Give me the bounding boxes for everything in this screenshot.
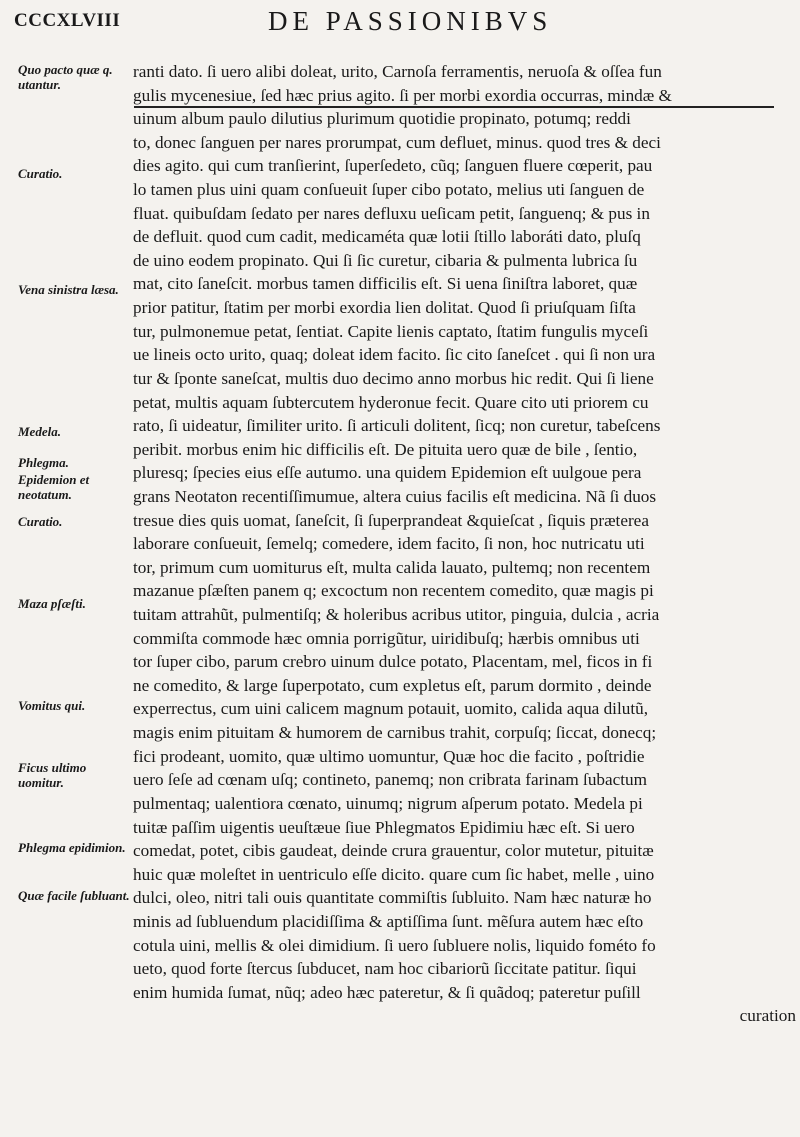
text-line: tur & ſponte saneſcat, multis duo decimo anno morbus hic redit. Qui ſi liene (133, 368, 654, 388)
text-line: dies agito. qui cum tranſierint, ſuperſedeto, cũq; ſanguen fluere cœperit, pau (133, 156, 653, 176)
margin-note: Vena sinistra læsa. (18, 282, 119, 297)
text-line: fici prodeant, uomito, quæ ultimo uomuntur, Quæ hoc die facito , poſtridie (133, 746, 645, 766)
text-line: gulis mycenesiue, ſed hæc prius agito. ſi per morbi exordia occurras, mindæ & (133, 85, 672, 105)
text-line: tor ſuper cibo, parum crebro uinum dulce potato, Placentam, mel, ficos in fi (133, 652, 653, 672)
text-line: tur, pulmonemue petat, ſentiat. Capite lienis captato, ſtatim fungulis myceſi (133, 321, 649, 341)
running-head: DE PASSIONIBVS (268, 6, 553, 36)
text-line: ranti dato. ſi uero alibi doleat, urito, Carnoſa ferramentis, neruoſa & oſſea fun (133, 62, 662, 81)
text-line: ne comedito, & large ſuperpotato, cum expletus eſt, parum dormito , deinde (133, 675, 652, 695)
text-line: experrectus, cum uini calicem magnum potauit, uomito, calida aqua dilutũ, (133, 699, 648, 719)
text-line: de uino eodem propinato. Qui ſi ſic curetur, cibaria & pulmenta lubrica ſu (133, 250, 638, 270)
margin-note: Quo pacto quæ q. utantur. (18, 62, 113, 92)
text-line: grans Neotaton recentiſſimumue, altera cuius facilis eſt medicina. Nã ſi duos (133, 486, 657, 506)
text-line: cotula uini, mellis & olei dimidium. ſi uero ſubluere nolis, liquido fométo fo (133, 935, 656, 955)
text-line: uero ſeſe ad cœnam uſq; contineto, panemq; non cribrata farinam ſubactum (133, 770, 648, 790)
margin-note: Phlegma epidimion. (18, 840, 126, 855)
margin-note: Curatio. (18, 166, 63, 181)
text-line: pluresq; ſpecies eius eſſe autumo. una quidem Epidemion eſt uulgoue pera (133, 463, 642, 483)
margin-note: Medela. (18, 424, 61, 439)
text-line: tor, primum cum uomiturus eſt, multa calida lauato, pultemq; non recentem (133, 557, 651, 577)
text-line: ueto, quod forte ſtercus ſubducet, nam hoc cibariorũ ſiccitate patitur. ſiqui (133, 959, 637, 979)
text-line: laborare conſueuit, ſemelq; comedere, idem facito, ſi non, hoc nutricatu uti (133, 534, 645, 554)
text-line: peribit. morbus enim hic difficilis eſt. De pituita uero quæ de bile , ſentio, (133, 439, 638, 459)
text-line: uinum album paulo dilutius plurimum quotidie propinato, potumq; reddi (133, 109, 631, 129)
text-line: minis ad ſubluendum placidiſſima & aptiſſima ſunt. mẽſura autem hæc eſto (133, 911, 644, 931)
body-text (133, 60, 800, 1028)
margin-note: Phlegma. (18, 455, 69, 470)
text-line: to, donec ſanguen per nares prorumpat, cum defluet, minus. quod tres & deci (133, 132, 661, 152)
margin-note: Quæ facile ſubluant. (18, 888, 130, 903)
text-line: ue lineis octo urito, quaq; doleat idem facito. ſic cito ſaneſcet . qui ſi non ura (133, 345, 656, 365)
text-line: tresue dies quis uomat, ſaneſcit, ſi ſuperprandeat &quieſcat , ſiquis præterea (133, 510, 649, 530)
text-line: lo tamen plus uini quam conſueuit ſuper cibo potato, melius uti ſanguen de (133, 180, 645, 200)
text-line: huic quæ moleſtet in uentriculo eſſe dicito. quare cum ſic habet, melle , uino (133, 864, 655, 884)
text-line: curation (739, 1006, 796, 1026)
text-line: rato, ſi uideatur, ſimiliter urito. ſi articuli dolitent, ſicq; non curetur, tabeſcens (133, 416, 661, 436)
text-line: tuitæ paſſim uigentis ueuſtæue ſiue Phlegmatos Epidimiu hæc eſt. Si uero (133, 817, 635, 837)
text-line: prior patitur, ſtatim per morbi exordia lien dolitat. Quod ſi priuſquam ſiſta (133, 298, 636, 318)
text-line: tuitam attrahũt, pulmentiſq; & holeribus acribus utitor, pinguia, dulcia , acria (133, 605, 660, 625)
margin-note: Maza pſæſti. (18, 596, 86, 611)
text-line: petat, multis aquam ſubtercutem hyderonue fecit. Quare cito uti priorem cu (133, 392, 649, 412)
text-line: enim humida ſumat, nũq; adeo hæc pateretur, & ſi quãdoq; pateretur puſill (133, 982, 641, 1002)
margin-note: Vomitus qui. (18, 698, 86, 713)
text-line: comedat, potet, cibis gaudeat, deinde crura grauentur, color mutetur, pituitæ (133, 841, 654, 861)
text-line: fluat. quibuſdam ſedato per nares defluxu ueſicam petit, ſanguenq; & pus in (133, 203, 650, 223)
text-line: de defluit. quod cum cadit, medicaméta quæ lotii ſtillo laboráti dato, pluſq (133, 227, 641, 247)
text-line: dulci, oleo, nitri tali ouis quantitate commiſtis ſubluito. Nam hæc naturæ ho (133, 888, 652, 908)
text-line: mat, cito ſaneſcit. morbus tamen difficilis eſt. Si uena ſiniſtra laboret, quæ (133, 274, 638, 294)
margin-note: Epidemion et neotatum. (18, 472, 90, 502)
text-line: magis enim pituitam & humorem de carnibus trahit, corpuſq; ſiccat, donecq; (133, 723, 657, 743)
text-line: pulmentaq; ualentiora cœnato, uinumq; nigrum aſperum potato. Medela pi (133, 793, 643, 813)
text-line: mazanue pſæſten panem q; excoctum non recentem comedito, quæ magis pi (133, 581, 654, 601)
folio-number: CCCXLVIII (14, 10, 121, 31)
margin-notes (0, 0, 130, 1137)
margin-note: Curatio. (18, 514, 63, 529)
text-line: commiſta commode hæc omnia porrigũtur, uiridibuſq; hærbis omnibus uti (133, 628, 640, 648)
margin-note: Ficus ultimo uomitur. (18, 760, 87, 790)
